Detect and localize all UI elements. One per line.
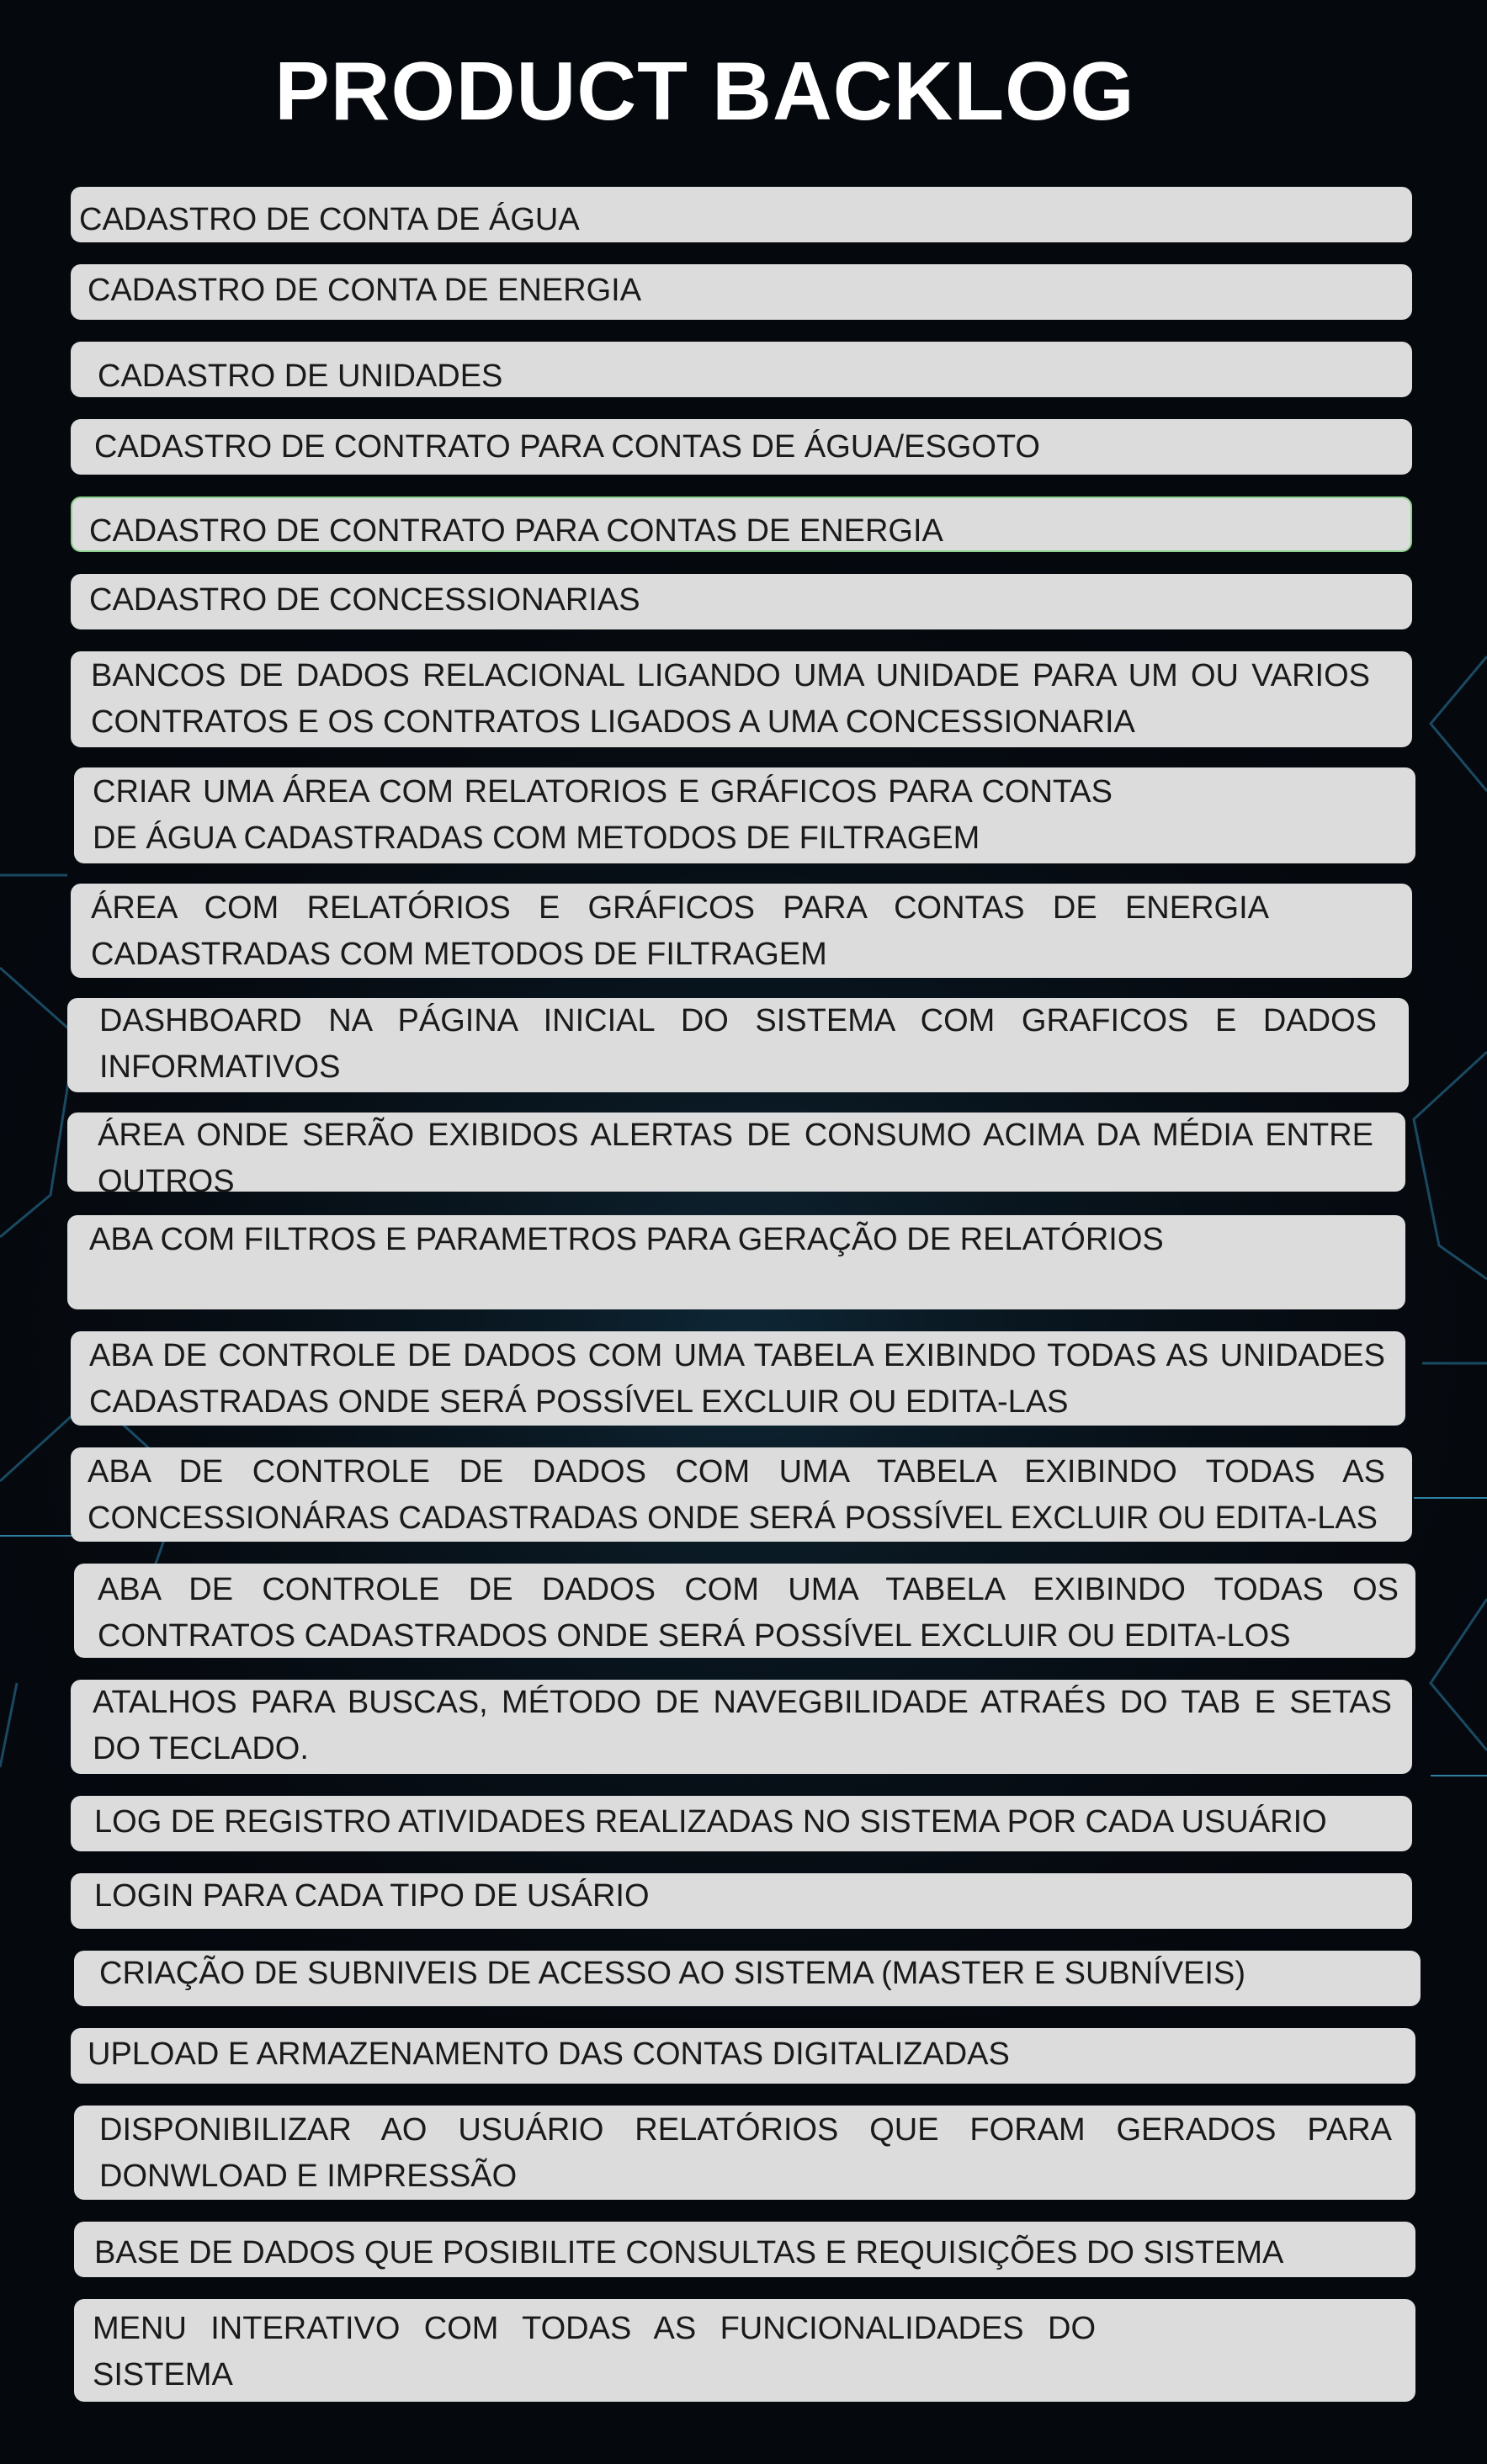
- backlog-item-text: CADASTRO DE CONTA DE ENERGIA: [88, 273, 642, 308]
- backlog-item: [67, 1113, 1405, 1192]
- backlog-item: [67, 1215, 1405, 1309]
- backlog-item-text: CRIAÇÃO DE SUBNIVEIS DE ACESSO AO SISTEMA (MASTER E SUBNÍVEIS): [99, 1956, 1245, 1991]
- backlog-item: [71, 651, 1412, 747]
- backlog-item-text: ÁREA ONDE SERÃO EXIBIDOS ALERTAS DE CONSUMO ACIMA DA MÉDIA ENTRE OUTROS: [98, 1118, 1373, 1192]
- backlog-item-text: ABA DE CONTROLE DE DADOS COM UMA TABELA EXIBINDO TODAS AS CONCESSIONÁRAS CADASTRADAS ONDE SERÁ POSSÍVEL EXCLUIR OU EDITA-LAS: [88, 1454, 1385, 1536]
- backlog-item: [74, 1951, 1421, 2006]
- backlog-item: [71, 342, 1412, 397]
- backlog-item: [67, 998, 1409, 1092]
- backlog-item-text: CADASTRO DE CONTA DE ÁGUA: [79, 202, 580, 237]
- backlog-item: [71, 419, 1412, 475]
- backlog-item-text: LOGIN PARA CADA TIPO DE USÁRIO: [94, 1878, 650, 1914]
- backlog-item: [74, 767, 1415, 863]
- backlog-item-text: ABA COM FILTROS E PARAMETROS PARA GERAÇÃO DE RELATÓRIOS: [89, 1222, 1164, 1257]
- backlog-item: [71, 1796, 1412, 1851]
- backlog-item: [71, 264, 1412, 320]
- backlog-item: [71, 1873, 1412, 1929]
- backlog-item-text: DASHBOARD NA PÁGINA INICIAL DO SISTEMA COM GRAFICOS E DADOS INFORMATIVOS: [99, 1003, 1377, 1085]
- backlog-item: [71, 884, 1412, 978]
- backlog-item-text: DISPONIBILIZAR AO USUÁRIO RELATÓRIOS QUE FORAM GERADOS PARA DONWLOAD E IMPRESSÃO: [99, 2112, 1392, 2194]
- backlog-item: [74, 2222, 1415, 2277]
- backlog-item: [71, 187, 1412, 242]
- backlog-item-text: UPLOAD E ARMAZENAMENTO DAS CONTAS DIGITALIZADAS: [88, 2037, 1010, 2072]
- backlog-item: [71, 497, 1412, 552]
- backlog-item-text: MENU INTERATIVO COM TODAS AS FUNCIONALIDADES DO SISTEMA: [93, 2311, 1096, 2392]
- backlog-item: [74, 2299, 1415, 2402]
- backlog-item: [71, 1680, 1412, 1774]
- backlog-item: [74, 2106, 1415, 2200]
- backlog-item: [71, 2028, 1415, 2084]
- backlog-item-text: LOG DE REGISTRO ATIVIDADES REALIZADAS NO SISTEMA POR CADA USUÁRIO: [94, 1804, 1327, 1840]
- backlog-item: [71, 574, 1412, 629]
- backlog-item: [74, 1564, 1415, 1658]
- backlog-item-text: CADASTRO DE CONCESSIONARIAS: [89, 582, 640, 618]
- page-title: PRODUCT BACKLOG: [274, 45, 1135, 137]
- backlog-item: [71, 1447, 1412, 1542]
- backlog-item-text: BANCOS DE DADOS RELACIONAL LIGANDO UMA UNIDADE PARA UM OU VARIOS CONTRATOS E OS CONTRATOS LIGADOS A UMA CONCESSIONARIA: [91, 658, 1370, 740]
- backlog-item-text: CADASTRO DE CONTRATO PARA CONTAS DE ÁGUA/ESGOTO: [94, 429, 1040, 465]
- backlog-item-text: BASE DE DADOS QUE POSIBILITE CONSULTAS E REQUISIÇÕES DO SISTEMA: [94, 2235, 1284, 2270]
- backlog-item-text: ABA DE CONTROLE DE DADOS COM UMA TABELA EXIBINDO TODAS AS UNIDADES CADASTRADAS ONDE SERÁ POSSÍVEL EXCLUIR OU EDITA-LAS: [89, 1338, 1385, 1420]
- backlog-item-text: CRIAR UMA ÁREA COM RELATORIOS E GRÁFICOS PARA CONTAS DE ÁGUA CADASTRADAS COM METODOS DE FILTRAGEM: [93, 774, 1113, 856]
- backlog-item-text: ABA DE CONTROLE DE DADOS COM UMA TABELA EXIBINDO TODAS OS CONTRATOS CADASTRADOS ONDE SERÁ POSSÍVEL EXCLUIR OU EDITA-LOS: [98, 1572, 1399, 1654]
- backlog-item: [71, 1331, 1405, 1426]
- backlog-item-text: CADASTRO DE CONTRATO PARA CONTAS DE ENERGIA: [89, 513, 943, 549]
- backlog-item-text: CADASTRO DE UNIDADES: [98, 358, 503, 394]
- backlog-item-text: ATALHOS PARA BUSCAS, MÉTODO DE NAVEGBILIDADE ATRAÉS DO TAB E SETAS DO TECLADO.: [93, 1685, 1392, 1766]
- backlog-item-text: ÁREA COM RELATÓRIOS E GRÁFICOS PARA CONTAS DE ENERGIA CADASTRADAS COM METODOS DE FILTRAGEM: [91, 890, 1269, 972]
